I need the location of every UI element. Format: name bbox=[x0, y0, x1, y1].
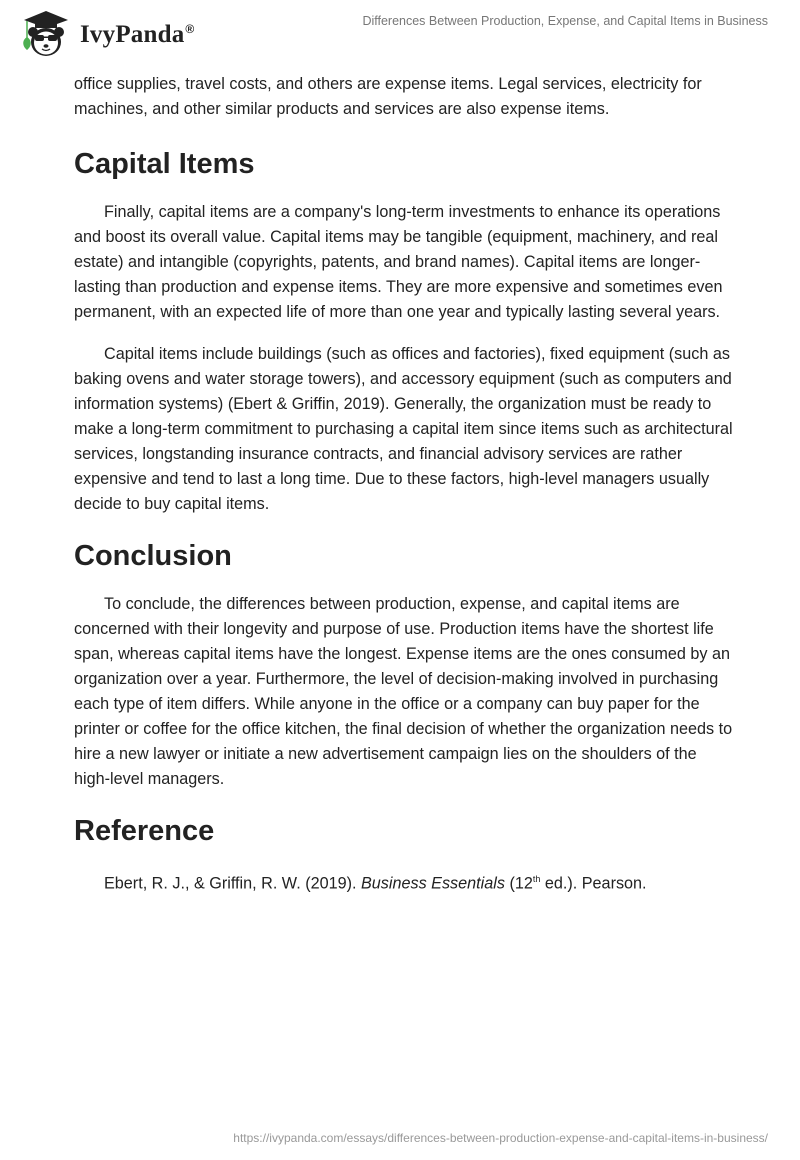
paragraph: office supplies, travel costs, and others are expense items. Legal services, electricity for machines, and other similar products and services are also expense items. bbox=[74, 75, 702, 118]
page-header bbox=[0, 0, 800, 64]
source-url[interactable]: https://ivypanda.com/essays/differences-between-production-expense-and-capital-items-in-business/ bbox=[233, 1131, 768, 1145]
document-title: Differences Between Production, Expense, and Capital Items in Business bbox=[362, 14, 768, 28]
section-heading-reference: Reference bbox=[74, 815, 215, 847]
essay-body bbox=[74, 72, 734, 896]
panda-graduate-icon bbox=[18, 8, 74, 58]
paragraph: Capital items include buildings (such as offices and factories), fixed equipment (such as baking ovens and water storage towers), and accessory equipment (such as computers and information systems) (Ebert & Griffin, 2019). Generally, the organization must be ready to make a long-term commitment to purchasing a capital item since items such as architectural services, longstanding insurance contracts, and financial advisory services are rather expensive and tend to last a long time. Due to these factors, high-level managers usually decide to buy capital items. bbox=[74, 345, 733, 513]
reference-entry: Ebert, R. J., & Griffin, R. W. (2019). Business Essentials (12th ed.). Pearson. bbox=[104, 874, 647, 893]
paragraph: To conclude, the differences between production, expense, and capital items are concerned with their longevity and purpose of use. Production items have the shortest life span, whereas capital items have the longest. Expense items are the ones consumed by an organization over a year. Furthermore, the level of decision-making involved in purchasing each type of item differs. While anyone in the office or a company can buy paper for the printer or coffee for the office kitchen, the final decision of whether the organization needs to hire a new lawyer or initiate a new advertisement campaign lies on the shoulders of the high-level managers. bbox=[74, 595, 733, 788]
ivypanda-logo[interactable] bbox=[18, 8, 194, 58]
paragraph: Finally, capital items are a company's long-term investments to enhance its operations and boost its overall value. Capital items may be tangible (equipment, machinery, and real estate) and intangible (copyrights, patents, and brand names). Capital items are longer-lasting than production and expense items. They are more expensive and sometimes even permanent, with an expected life of more than one year and typically lasting several years. bbox=[74, 203, 723, 321]
section-heading-capital-items: Capital Items bbox=[74, 148, 255, 180]
reference-book-title: Business Essentials bbox=[360, 874, 505, 893]
section-heading-conclusion: Conclusion bbox=[74, 540, 232, 572]
brand-name: IvyPanda® bbox=[80, 21, 195, 48]
